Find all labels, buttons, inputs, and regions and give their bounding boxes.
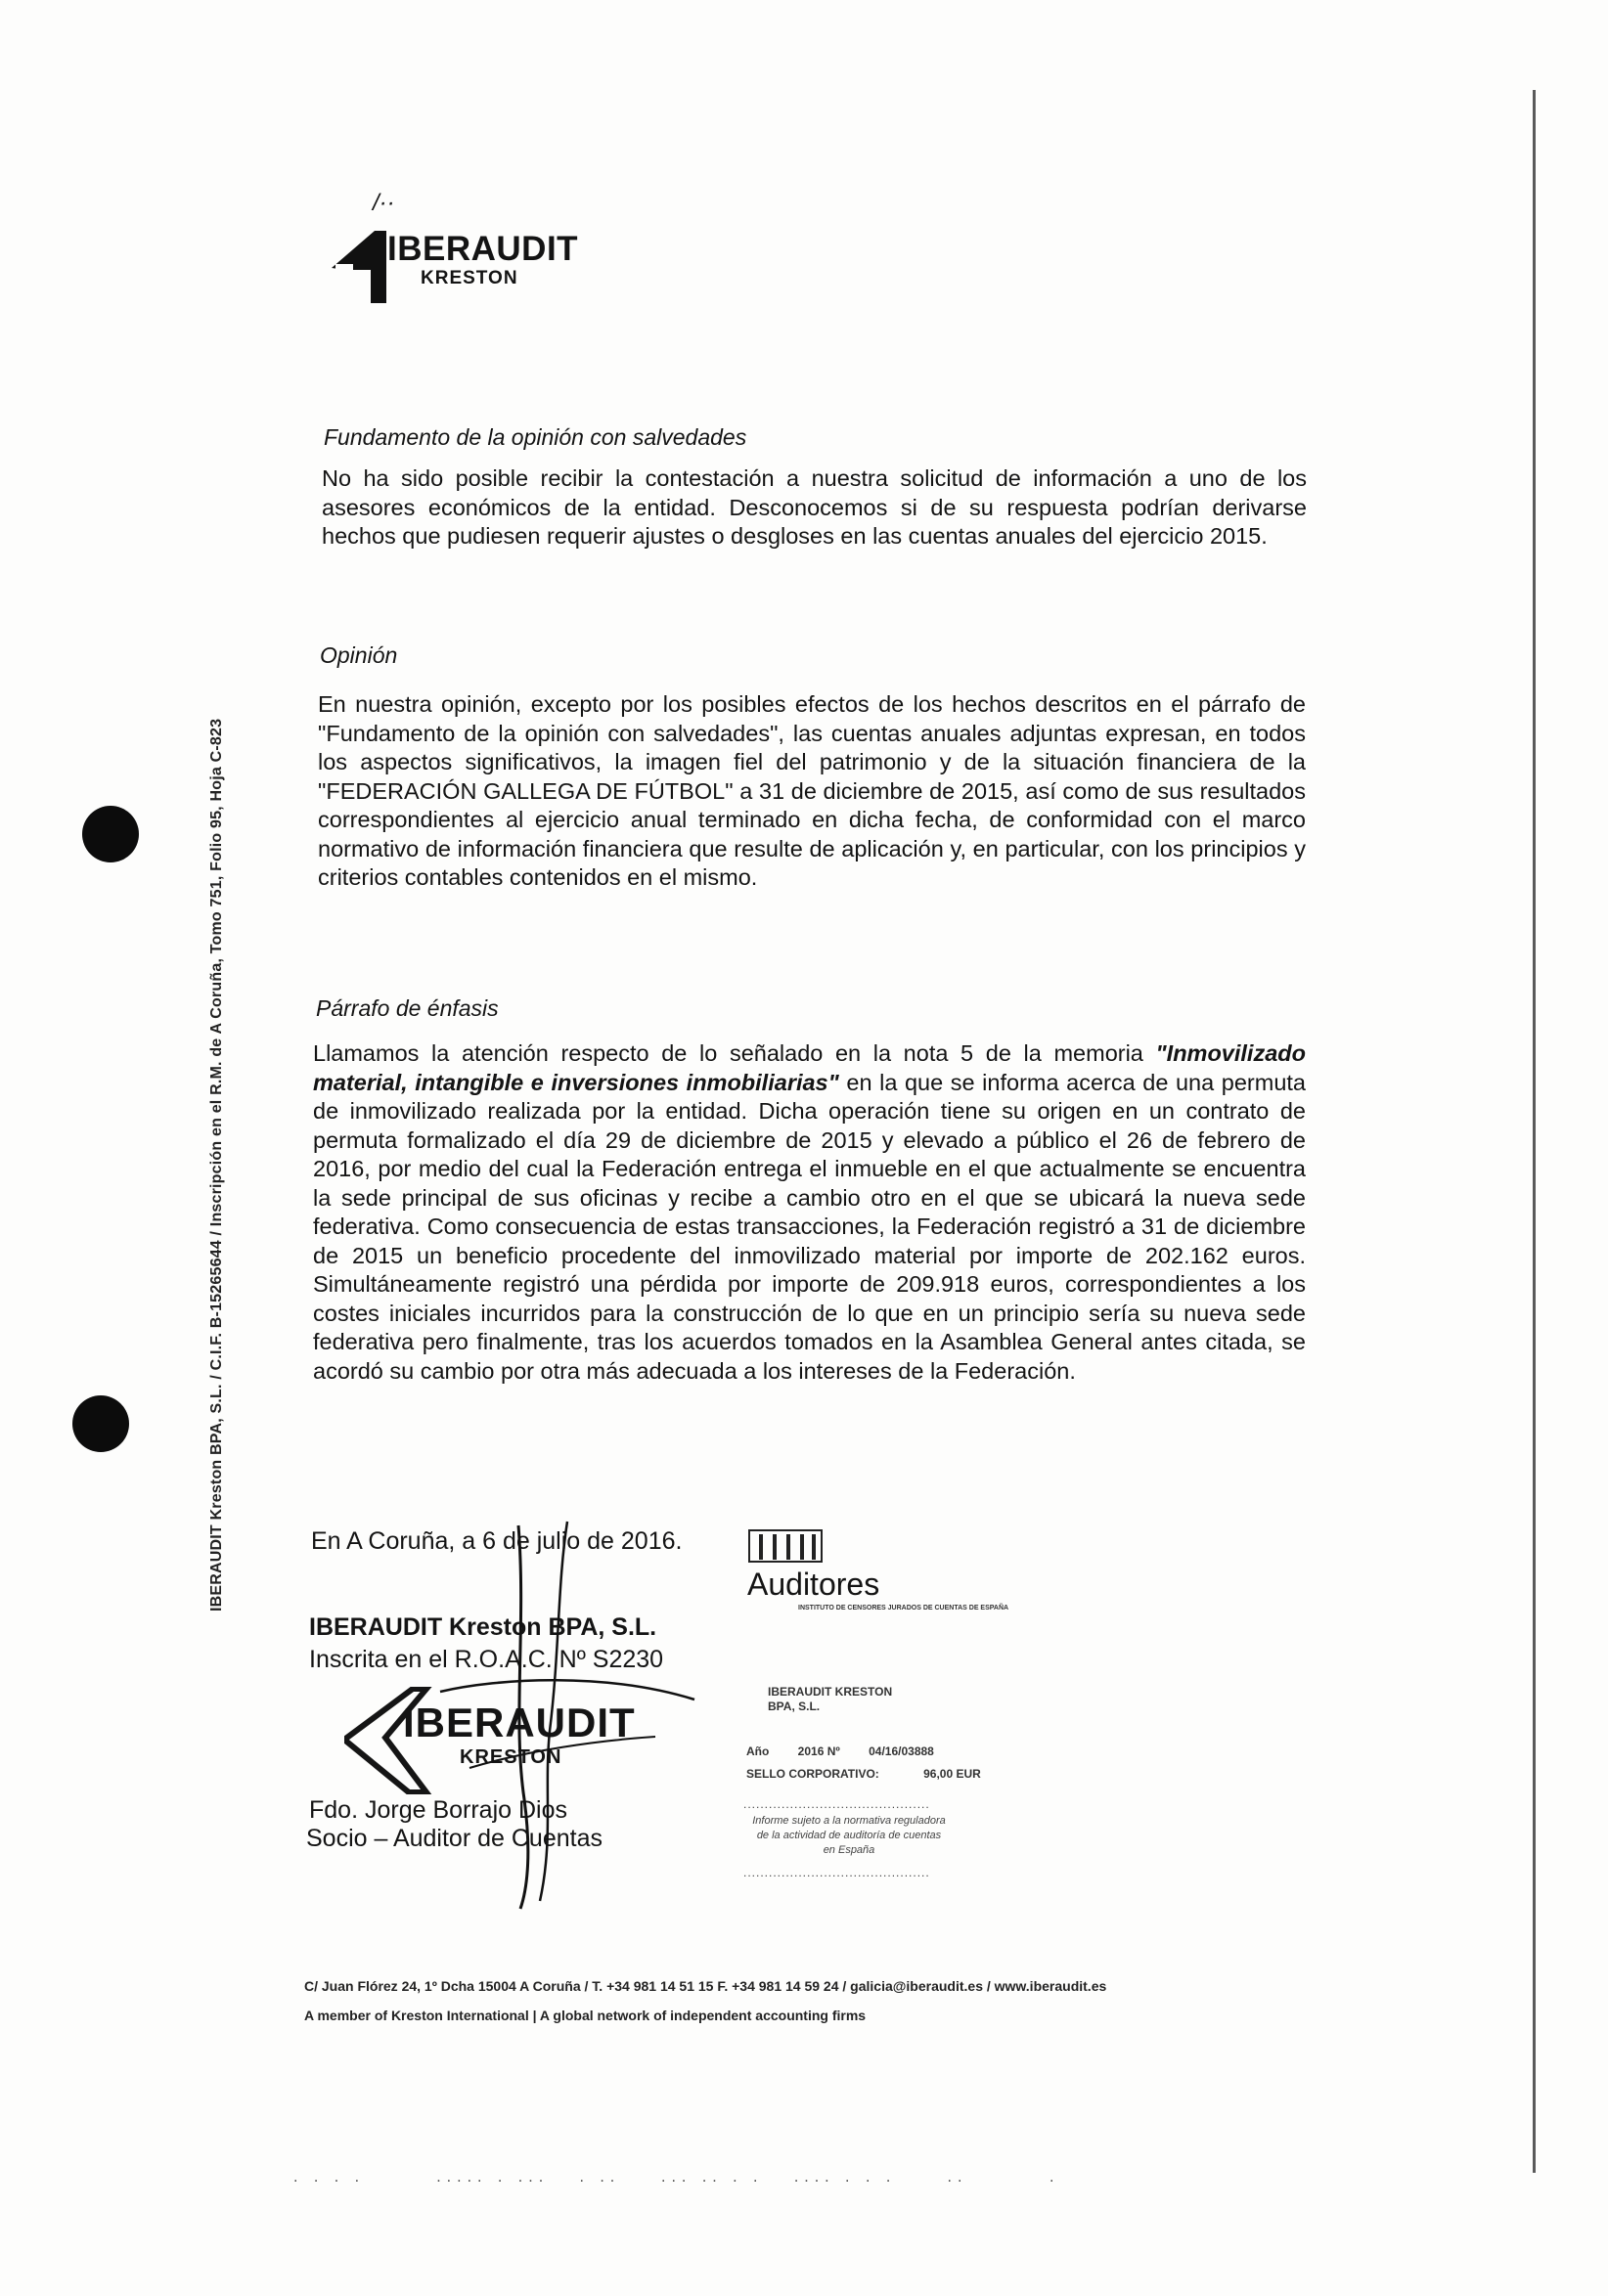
section-heading-enfasis: Párrafo de énfasis [316,995,499,1021]
stamp-seal-row [746,1767,981,1781]
section-heading-fundamento: Fundamento de la opinión con salvedades [324,424,747,450]
top-handwritten-mark: /·· [373,190,395,216]
auditores-logo [747,1528,1008,1612]
stamp-year-label: Año [746,1744,770,1758]
stamp-number: 04/16/03888 [869,1744,934,1758]
roac-registry: Inscrita en el R.O.A.C. Nº S2230 [309,1646,664,1673]
auditores-brand: Auditores [747,1567,880,1602]
registry-side-note: IBERAUDIT Kreston BPA, S.L. / C.I.F. B-15265644 / Inscripción en el R.M. de A Coruña, Tomo 751, Folio 95, Hoja C-823 [208,718,225,1612]
icjce-building-icon [747,1528,824,1564]
stamp-dotted-line-bottom: ............................................ [743,1866,930,1879]
signature-stamp-wordmark: IBERAUDIT [403,1700,636,1745]
section-text-enfasis [313,1039,1306,1386]
stamp-dotted-line: ............................................ [743,1797,930,1811]
stamp-seal-amount: 96,00 EUR [923,1767,981,1781]
enfasis-note-title: "Inmovilizado material, intangible e inversiones inmobiliarias" [313,1040,1306,1095]
logo-subtitle: KRESTON [421,268,518,288]
stamp-seal-label: SELLO CORPORATIVO: [746,1767,879,1781]
signer-name: Fdo. Jorge Borrajo Dios [309,1796,568,1824]
stamp-legal-note: Informe sujeto a la normativa reguladora de la actividad de auditoría de cuentas en España [752,1815,946,1856]
firm-name: IBERAUDIT Kreston BPA, S.L. [309,1613,657,1641]
stamp-number-label: Nº [826,1744,840,1758]
stamp-company: IBERAUDIT KRESTON BPA, S.L. [768,1685,893,1713]
stamp-year-row [746,1744,934,1758]
enfasis-text-after: en la que se informa acerca de una permuta de inmovilizado realizada por la entidad. Dicha operación tiene su origen en un contrato de permuta formalizado el día 29 de diciembre de 2015 y elevado a público el 26 de febrero de 2016, por medio del cual la Federación entrega el inmueble en el que actualmente se encuentra la sede principal de sus oficinas y recibe a cambio otro en el que se ubicará la nueva sede federativa. Como consecuencia de estas transacciones, la Federación registró a 31 de diciembre de 2015 un beneficio procedente del inmovilizado material por importe de 202.162 euros. Simultáneamente registró una pérdida por importe de 209.918 euros, correspondientes a los costes iniciales incurridos para la construcción de lo que en un principio sería su nueva sede federativa pero finalmente, tras los acuerdos tomados en la Asamblea General antes citada, se acordó su cambio por otra más adecuada a los intereses de la Federación. [313,1069,1306,1384]
auditores-brand-sub: INSTITUTO DE CENSORES JURADOS DE CUENTAS DE ESPAÑA [798,1605,1009,1612]
signer-role: Socio – Auditor de Cuentas [306,1825,603,1852]
place-date: En A Coruña, a 6 de julio de 2016. [311,1527,683,1555]
punch-hole-bottom [72,1395,129,1452]
enfasis-text-before: Llamamos la atención respecto de lo señalado en la nota 5 de la memoria [313,1040,1143,1066]
stamp-year: 2016 [797,1744,825,1758]
bottom-scan-dots: . . . . ..... . ... . .. ... .. . . .... . . . .. . [293,2169,1060,2186]
punch-hole-top [82,806,139,862]
signature-stamp-subtitle: KRESTON [460,1746,562,1768]
section-heading-opinion: Opinión [320,642,398,668]
company-logo [387,231,578,289]
section-text-fundamento: No ha sido posible recibir la contestación a nuestra solicitud de información a uno de los asesores económicos de la entidad. Desconocemos si de su respuesta podrían derivarse hechos que pudiesen requerir ajustes o desgloses en las cuentas anuales del ejercicio 2015. [322,465,1307,549]
logo-wordmark: IBERAUDIT [387,230,579,268]
footer-address: C/ Juan Flórez 24, 1º Dcha 15004 A Coruña / T. +34 981 14 51 15 F. +34 981 14 59 24 / galicia@iberaudit.es / www.iberaudit.es [304,1978,1107,1994]
page-edge-line [1533,90,1536,2173]
section-text-opinion: En nuestra opinión, excepto por los posibles efectos de los hechos descritos en el párrafo de "Fundamento de la opinión con salvedades", las cuentas anuales adjuntas expresan, en todos los aspectos significativos, la imagen fiel del patrimonio y de la situación financiera de la "FEDERACIÓN GALLEGA DE FÚTBOL" a 31 de diciembre de 2015, así como de sus resultados correspondientes al ejercicio anual terminado en dicha fecha, de conformidad con el marco normativo de información financiera que resulte de aplicación y, en particular, con los principios y criterios contables contenidos en el mismo. [318,691,1306,890]
iberaudit-logo-icon [332,231,388,303]
footer-network: A member of Kreston International | A global network of independent accounting firms [304,2008,867,2023]
handwritten-signature-icon [411,1506,704,1917]
